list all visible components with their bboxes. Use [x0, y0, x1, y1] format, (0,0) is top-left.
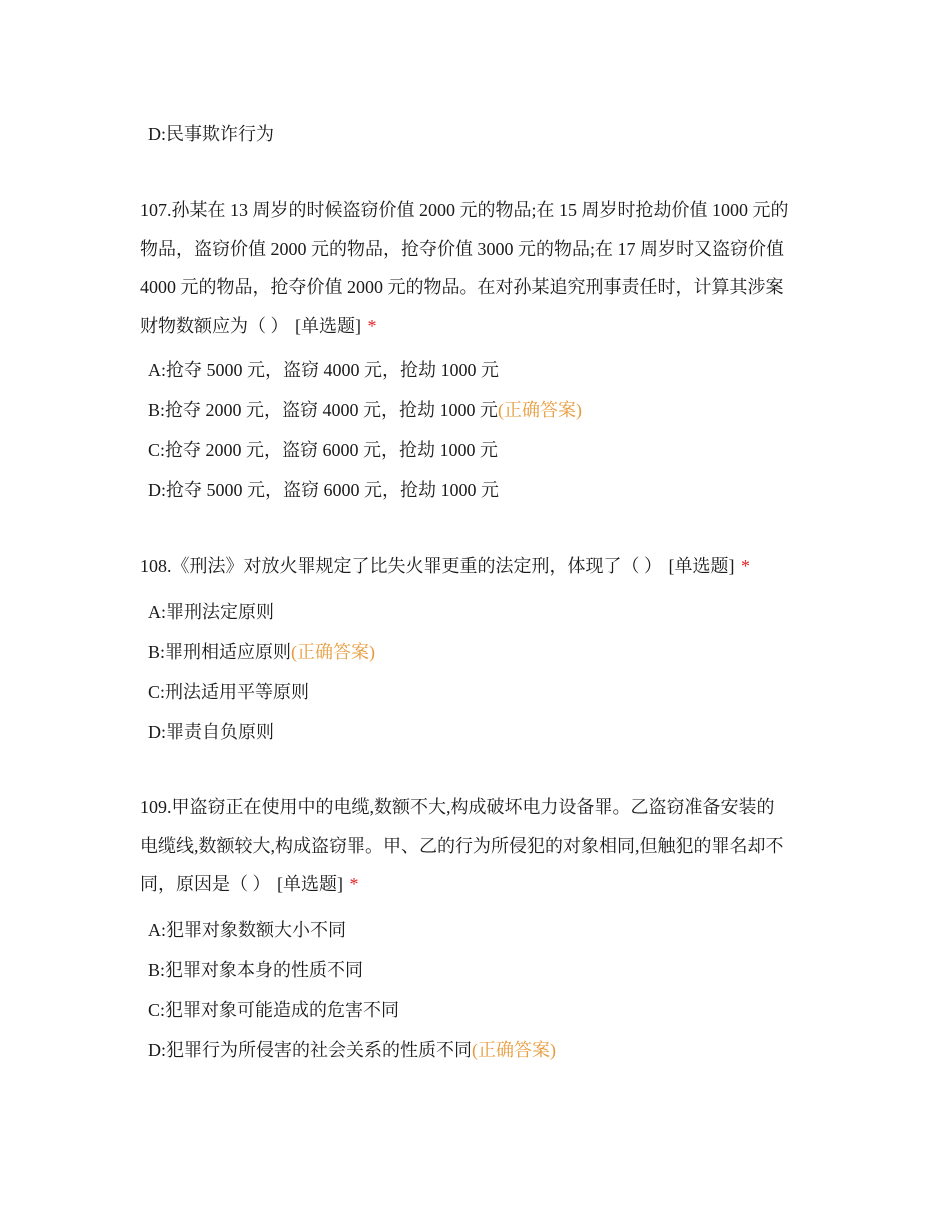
question-type-tag: [单选题]	[277, 874, 343, 894]
q109-option-a	[148, 918, 346, 942]
question-stem-text: 108.《刑法》对放火罪规定了比失火罪更重的法定刑，体现了（ ）	[140, 556, 662, 576]
required-mark: *	[741, 556, 750, 576]
q108-option-b	[148, 640, 375, 664]
option-text: B:罪刑相适应原则	[148, 642, 292, 662]
option-text: D:犯罪行为所侵害的社会关系的性质不同	[148, 1040, 472, 1060]
correct-answer-label: (正确答案)	[291, 642, 376, 662]
question-stem-line: 物品，盗窃价值 2000 元的物品，抢夺价值 3000 元的物品;在 17 周岁时又盗窃价值	[140, 238, 784, 259]
question-stem-line: 107.孙某在 13 周岁的时候盗窃价值 2000 元的物品;在 15 周岁时抢劫价值 1000 元的	[140, 200, 789, 220]
q109-option-d	[148, 1038, 556, 1062]
question-stem-line-last	[140, 865, 810, 904]
option-text: D:抢夺 5000 元，盗窃 6000 元，抢劫 1000 元	[148, 480, 499, 500]
q107-option-d	[148, 478, 499, 502]
q109-option-b	[148, 958, 363, 982]
question-stem-line-last	[140, 307, 810, 346]
question-stem-text: 同，原因是（ ）	[140, 874, 271, 894]
option-text: C:刑法适用平等原则	[148, 682, 310, 702]
prev-option-d	[148, 122, 274, 146]
q107-option-b	[148, 398, 582, 422]
q107-option-c	[148, 438, 498, 462]
question-stem-line-last	[140, 547, 810, 586]
question-stem-text: 财物数额应为（ ）	[140, 315, 289, 336]
q108-option-d	[148, 720, 274, 744]
question-109	[140, 788, 810, 904]
q107-option-a	[148, 358, 499, 382]
option-text: B:犯罪对象本身的性质不同	[148, 960, 364, 980]
required-mark: *	[349, 874, 359, 894]
option-text: D:罪责自负原则	[148, 722, 274, 742]
q109-option-c	[148, 998, 399, 1022]
option-text: B:抢夺 2000 元，盗窃 4000 元，抢劫 1000 元	[148, 400, 499, 420]
q108-option-a	[148, 600, 274, 624]
option-text: A:犯罪对象数额大小不同	[148, 920, 346, 940]
question-107	[140, 191, 810, 345]
option-text: A:抢夺 5000 元，盗窃 4000 元，抢劫 1000 元	[148, 360, 499, 380]
q108-option-c	[148, 680, 309, 704]
question-type-tag: [单选题]	[668, 556, 735, 576]
correct-answer-label: (正确答案)	[472, 1040, 556, 1060]
question-stem-line: 109.甲盗窃正在使用中的电缆,数额不大,构成破坏电力设备罪。乙盗窃准备安装的	[140, 797, 775, 817]
option-text: D:民事欺诈行为	[148, 124, 274, 144]
option-text: A:罪刑法定原则	[148, 602, 274, 622]
question-type-tag: [单选题]	[295, 315, 361, 336]
question-stem-line: 电缆线,数额较大,构成盗窃罪。甲、乙的行为所侵犯的对象相同,但触犯的罪名却不	[140, 835, 784, 856]
option-text: C:抢夺 2000 元，盗窃 6000 元，抢劫 1000 元	[148, 440, 499, 460]
correct-answer-label: (正确答案)	[498, 400, 583, 420]
required-mark: *	[367, 315, 377, 336]
question-stem-line: 4000 元的物品，抢夺价值 2000 元的物品。在对孙某追究刑事责任时，计算其涉案	[140, 277, 784, 297]
question-108	[140, 547, 810, 586]
option-text: C:犯罪对象可能造成的危害不同	[148, 1000, 400, 1020]
